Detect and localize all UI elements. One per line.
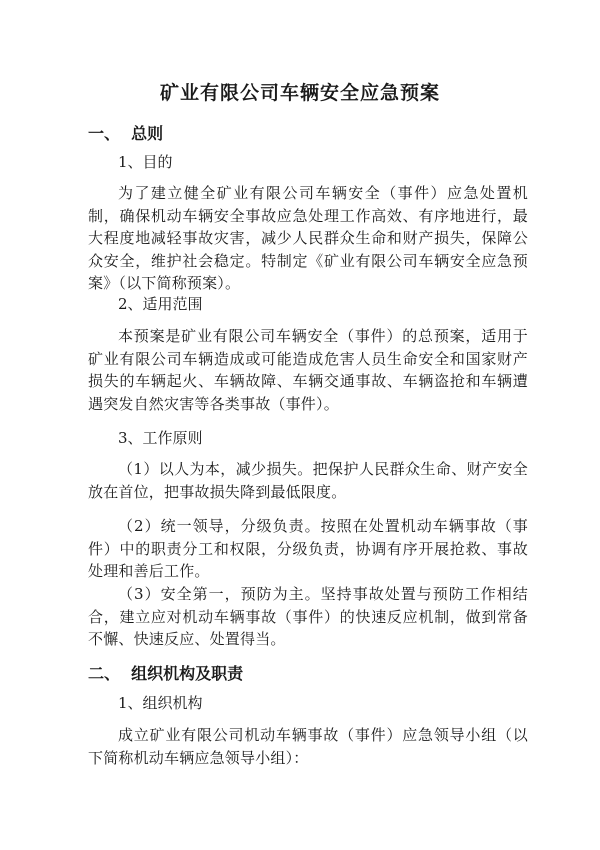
section-heading-organization: 二、 组织机构及职责 — [88, 664, 244, 683]
document-title: 矿业有限公司车辆安全应急预案 — [159, 82, 440, 104]
section-heading-general: 一、 总则 — [88, 124, 164, 143]
subheading-scope: 2、适用范围 — [118, 295, 203, 313]
paragraph-scope: 本预案是矿业有限公司车辆安全（事件）的总预案，适用于矿业有限公司车辆造成或可能造成危害人员生命安全和国家财产损失的车辆起火、车辆故障、车辆交通事故、车辆盗抢和车辆遭遇突发自然灾害等各类事故（事件）。 — [88, 327, 528, 413]
paragraph-principle-2: （2）统一领导，分级负责。按照在处置机动车辆事故（事件）中的职责分工和权限，分级负责，协调有序开展抢救、事故处理和善后工作。 — [88, 517, 528, 580]
subheading-principles: 3、工作原则 — [118, 429, 203, 447]
paragraph-organization: 成立矿业有限公司机动车辆事故（事件）应急领导小组（以下简称机动车辆应急领导小组）： — [88, 726, 528, 767]
paragraph-principle-1: （1）以人为本，减少损失。把保护人民群众生命、财产安全放在首位，把事故损失降到最低限度。 — [88, 460, 528, 501]
subheading-purpose: 1、目的 — [118, 153, 173, 171]
subheading-organization: 1、组织机构 — [118, 694, 203, 712]
paragraph-principle-3: （3）安全第一，预防为主。坚持事故处置与预防工作相结合，建立应对机动车辆事故（事件）的快速反应机制，做到常备不懈、快速反应、处置得当。 — [88, 585, 528, 648]
paragraph-purpose: 为了建立健全矿业有限公司车辆安全（事件）应急处置机制，确保机动车辆安全事故应急处理工作高效、有序地进行，最大程度地减轻事故灾害，减少人民群众生命和财产损失，保障公众安全，维护社会稳定。特制定《矿业有限公司车辆安全应急预案》（以下简称预案）。 — [88, 184, 528, 292]
